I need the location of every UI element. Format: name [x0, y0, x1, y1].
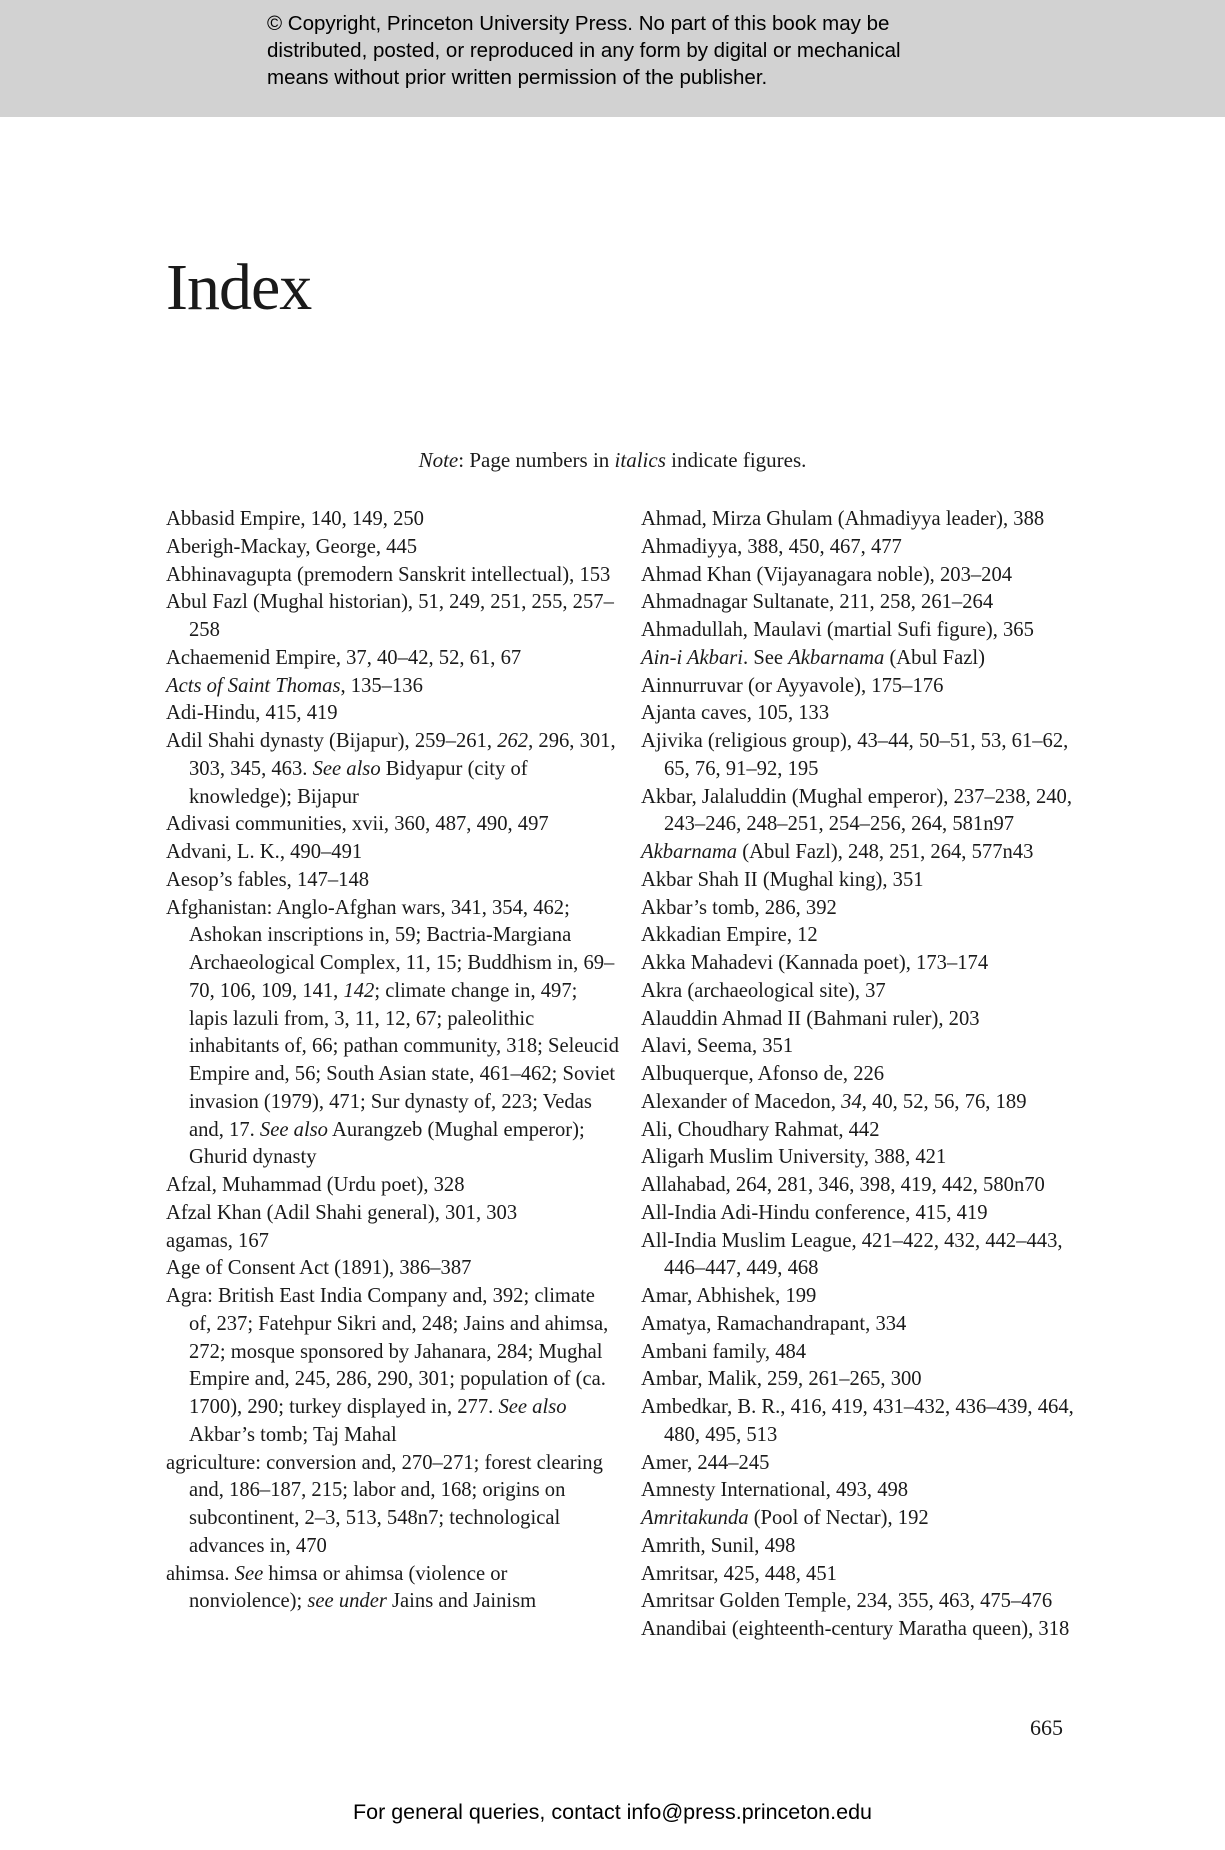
note-italic-word: italics [614, 448, 666, 472]
index-entry-text: himsa or ahimsa (violence or nonviolence); [189, 1562, 508, 1613]
index-entry [166, 506, 621, 534]
index-entry-text: (Abul Fazl) [884, 646, 985, 669]
index-entry-text: All-India Muslim League, 421–422, 432, 442–443, 446–447, 449, 468 [641, 1229, 1063, 1280]
index-entry [166, 839, 621, 867]
index-entry-text: Amatya, Ramachandrapant, 334 [641, 1312, 907, 1335]
index-entry-text: Agra: British East India Company and, 392; climate of, 237; Fatehpur Sikri and, 248; Jains and ahimsa, 272; mosque sponsored by Jahanara, 284; Mughal Empire and, 245, 286, 290, 301; population of (ca. 1700), 290; turkey displayed in, 277. [166, 1285, 609, 1418]
index-entry [641, 645, 1091, 673]
index-entry-italic-text: See also [498, 1396, 567, 1418]
index-entry-text: Afzal Khan (Adil Shahi general), 301, 303 [166, 1201, 518, 1224]
index-entry [166, 1255, 621, 1283]
index-entry-text: Amar, Abhishek, 199 [641, 1285, 817, 1307]
index-entry-italic-text: Akbarnama [641, 841, 738, 863]
index-entry-italic-text: See also [312, 757, 381, 780]
index-entry [641, 562, 1091, 590]
index-entry-text: Ambedkar, B. R., 416, 419, 431–432, 436–439, 464, 480, 495, 513 [641, 1396, 1074, 1446]
index-entry-italic-text: Acts of Saint Thomas [166, 674, 341, 697]
index-entry-italic-text: 262 [497, 730, 529, 752]
copyright-line-1: © Copyright, Princeton University Press. No part of this book may be [267, 12, 890, 35]
index-entry [166, 867, 621, 895]
index-entry-text: Aesop’s fables, 147–148 [166, 868, 370, 891]
index-entry-text: . See [743, 646, 789, 669]
index-entry [166, 589, 621, 645]
index-entry [166, 1228, 621, 1256]
index-entry-text: Ali, Choudhary Rahmat, 442 [641, 1118, 880, 1141]
index-entry-text: Alauddin Ahmad II (Bahmani ruler), 203 [641, 1007, 980, 1030]
index-entry-text: Advani, L. K., 490–491 [166, 841, 363, 863]
index-column-left [166, 506, 621, 1616]
index-entry-italic-text: Amritakunda [641, 1507, 749, 1529]
index-note [0, 448, 1225, 473]
index-entry-text: Bidyapur (city of knowledge); Bijapur [189, 757, 528, 808]
index-entry [166, 1561, 621, 1617]
note-text-after: indicate figures. [665, 448, 807, 472]
index-entry-text: Ahmadnagar Sultanate, 211, 258, 261–264 [641, 591, 994, 614]
index-entry-text: Ainnurruvar (or Ayyavole), 175–176 [641, 674, 944, 697]
index-entry-text: Akra (archaeological site), 37 [641, 979, 886, 1002]
index-entry-text: Akkadian Empire, 12 [641, 924, 818, 947]
index-entry-text: Amrith, Sunil, 498 [641, 1534, 796, 1557]
index-entry [641, 506, 1091, 534]
index-entry-text: Albuquerque, Afonso de, 226 [641, 1063, 885, 1085]
index-entry-text: Ajivika (religious group), 43–44, 50–51, 53, 61–62, 65, 76, 91–92, 195 [641, 730, 1069, 780]
index-entry [641, 1505, 1091, 1533]
index-entry-text: All-India Adi-Hindu conference, 415, 419 [641, 1201, 988, 1224]
index-entry [641, 1450, 1091, 1478]
index-entry-text: Akbar Shah II (Mughal king), 351 [641, 868, 924, 891]
index-entry-text: ; climate change in, 497; lapis lazuli from, 3, 11, 12, 67; paleolithic inhabitants of, 66; pathan community, 318; Seleucid Empire and, 56; South Asian state, 461–462; Soviet invasion (1979), 471; Sur dynasty of, 223; Vedas and, 17. [189, 979, 619, 1141]
index-entry-text: Aligarh Muslim University, 388, 421 [641, 1146, 947, 1169]
index-entry [641, 534, 1091, 562]
index-entry [641, 978, 1091, 1006]
index-entry [641, 895, 1091, 923]
index-entry-text: Afghanistan: Anglo-Afghan wars, 341, 354, 462; Ashokan inscriptions in, 59; Bactria-Margiana Archaeological Complex, 11, 15; Buddhism in, 69–70, 106, 109, 141, [166, 896, 615, 1002]
index-entry [166, 673, 621, 701]
index-entry [641, 1061, 1091, 1089]
index-entry-text: Abbasid Empire, 140, 149, 250 [166, 508, 424, 530]
copyright-banner [0, 0, 1225, 117]
index-entry [641, 839, 1091, 867]
index-entry-text: Ambar, Malik, 259, 261–265, 300 [641, 1368, 922, 1391]
index-entry-text: Amritsar, 425, 448, 451 [641, 1562, 837, 1585]
index-entry [166, 728, 621, 811]
index-entry-text: , 40, 52, 56, 76, 189 [861, 1090, 1027, 1113]
index-entry-text: Ahmad, Mirza Ghulam (Ahmadiyya leader), 388 [641, 508, 1045, 530]
index-entry [641, 1339, 1091, 1367]
index-entry [641, 673, 1091, 701]
index-entry-text: Achaemenid Empire, 37, 40–42, 52, 61, 67 [166, 646, 522, 669]
index-entry-text: Jains and Jainism [386, 1590, 537, 1613]
index-entry-text: Adivasi communities, xvii, 360, 487, 490, 497 [166, 813, 549, 836]
index-entry [166, 1200, 621, 1228]
index-entry-text: Ambani family, 484 [641, 1340, 807, 1363]
page-title: Index [166, 251, 312, 324]
index-entry-text: agamas, 167 [166, 1229, 269, 1252]
page-number: 665 [1030, 1715, 1063, 1740]
index-entry-text: Anandibai (eighteenth-century Maratha queen), 318 [641, 1618, 1070, 1640]
index-entry [641, 867, 1091, 895]
index-entry [641, 589, 1091, 617]
index-entry [641, 700, 1091, 728]
index-entry-italic-text: Ain-i Akbari [641, 646, 744, 669]
index-entry-text: Akbar, Jalaluddin (Mughal emperor), 237–238, 240, 243–246, 248–251, 254–256, 264, 581n97 [641, 785, 1072, 836]
index-entry-text: (Abul Fazl), 248, 251, 264, 577n43 [737, 841, 1034, 863]
index-entry [641, 1283, 1091, 1311]
index-entry-text: Aberigh-Mackay, George, 445 [166, 535, 418, 558]
index-entry-italic-text: 34 [841, 1090, 862, 1113]
index-entry-italic-text: 142 [343, 979, 375, 1002]
footer-contact: For general queries, contact info@press.princeton.edu [352, 1800, 872, 1824]
index-entry [166, 811, 621, 839]
index-entry [641, 1089, 1091, 1117]
index-entry-text: agriculture: conversion and, 270–271; forest clearing and, 186–187, 215; labor and, 168; origins on subcontinent, 2–3, 513, 548n7; technological advances in, 470 [166, 1451, 603, 1557]
index-entry-text: , 135–136 [340, 674, 423, 697]
index-entry [641, 1533, 1091, 1561]
index-entry [641, 1144, 1091, 1172]
index-entry-italic-text: See also [259, 1118, 328, 1141]
index-entry [641, 1200, 1091, 1228]
index-entry-text: (Pool of Nectar), 192 [748, 1507, 929, 1529]
index-entry [166, 1283, 621, 1450]
index-entry [166, 1172, 621, 1200]
index-entry-text: Akka Mahadevi (Kannada poet), 173–174 [641, 952, 989, 974]
index-entry [641, 1311, 1091, 1339]
index-entry [641, 1366, 1091, 1394]
index-entry-text: Ahmadiyya, 388, 450, 467, 477 [641, 535, 902, 558]
index-entry [166, 700, 621, 728]
index-entry-text: Akbar’s tomb; Taj Mahal [189, 1423, 397, 1446]
index-entry-text: Ajanta caves, 105, 133 [641, 702, 830, 725]
note-text-before: : Page numbers in [458, 448, 615, 472]
index-entry-text: Akbar’s tomb, 286, 392 [641, 896, 837, 919]
index-entry [641, 617, 1091, 645]
index-entry [641, 784, 1091, 840]
index-entry-text: Adi-Hindu, 415, 419 [166, 702, 338, 725]
copyright-line-3: means without prior written permission of the publisher. [267, 66, 768, 89]
index-entry-text: Alavi, Seema, 351 [641, 1035, 794, 1058]
index-entry [641, 1561, 1091, 1589]
index-entry-text: Abul Fazl (Mughal historian), 51, 249, 251, 255, 257–258 [166, 591, 614, 641]
index-entry [641, 1477, 1091, 1505]
index-entry [641, 1588, 1091, 1616]
index-entry-italic-text: See [234, 1562, 264, 1585]
index-entry-text: Aurangzeb (Mughal emperor); Ghurid dynasty [189, 1118, 585, 1169]
index-entry-text: ahimsa. [166, 1562, 235, 1585]
index-entry [641, 1033, 1091, 1061]
index-entry-text: Amritsar Golden Temple, 234, 355, 463, 475–476 [641, 1590, 1053, 1613]
index-column-right [641, 506, 1091, 1644]
index-entry-text: Age of Consent Act (1891), 386–387 [166, 1257, 472, 1280]
copyright-notice [267, 10, 1027, 91]
index-entry-text: Amnesty International, 493, 498 [641, 1479, 909, 1502]
index-entry [641, 1616, 1091, 1644]
index-entry-text: Amer, 244–245 [641, 1451, 770, 1474]
index-entry [166, 1450, 621, 1561]
index-entry-italic-text: see under [307, 1590, 387, 1613]
index-entry-text: Afzal, Muhammad (Urdu poet), 328 [166, 1174, 465, 1196]
note-label: Note [418, 448, 459, 472]
index-entry [641, 950, 1091, 978]
index-entry-italic-text: Akbarnama [788, 646, 885, 669]
index-entry-text: Adil Shahi dynasty (Bijapur), 259–261, [166, 730, 498, 752]
index-entry [641, 1228, 1091, 1284]
index-entry-text: Allahabad, 264, 281, 346, 398, 419, 442, 580n70 [641, 1174, 1045, 1196]
index-entry-text: , 296, 301, 303, 345, 463. [189, 730, 616, 780]
index-entry [166, 534, 621, 562]
index-entry [641, 1117, 1091, 1145]
index-entry [166, 645, 621, 673]
index-entry [641, 1172, 1091, 1200]
index-entry [641, 1006, 1091, 1034]
index-entry-text: Ahmad Khan (Vijayanagara noble), 203–204 [641, 563, 1013, 586]
index-entry-text: Abhinavagupta (premodern Sanskrit intellectual), 153 [166, 563, 611, 586]
index-entry [166, 895, 621, 1173]
index-entry [166, 562, 621, 590]
index-entry [641, 728, 1091, 784]
index-entry [641, 922, 1091, 950]
index-entry-text: Ahmadullah, Maulavi (martial Sufi figure), 365 [641, 619, 1034, 641]
index-entry-text: Alexander of Macedon, [641, 1090, 842, 1113]
index-entry [641, 1394, 1091, 1450]
copyright-line-2: distributed, posted, or reproduced in any form by digital or mechanical [267, 39, 901, 62]
